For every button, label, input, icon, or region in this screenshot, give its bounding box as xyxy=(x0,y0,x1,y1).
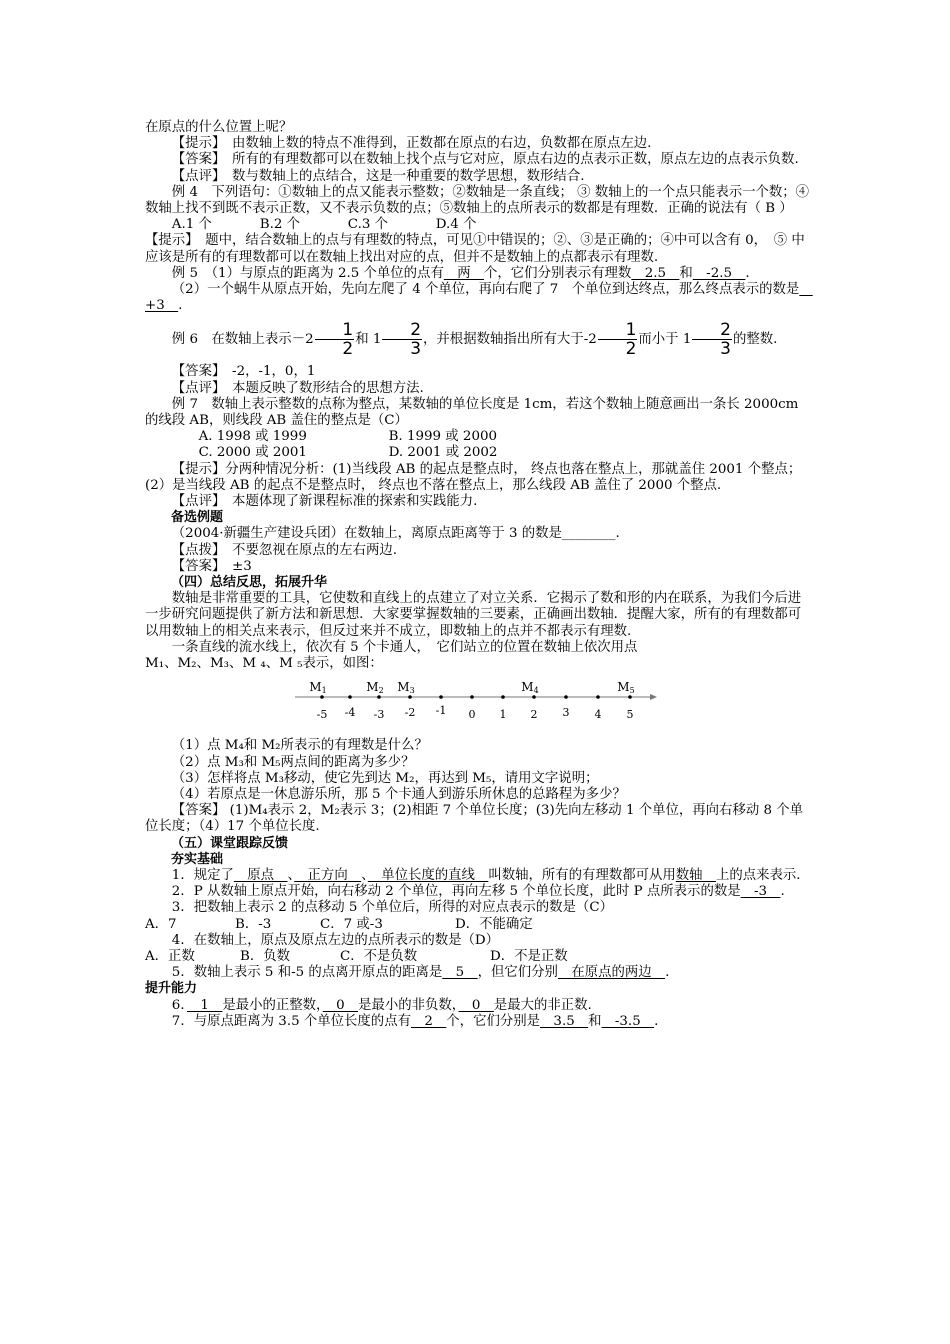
text-segment: 是最小的正整数， xyxy=(222,997,323,1013)
question-3: （3）怎样将点 M₃移动，使它先到达 M₂，再达到 M₅，请用文字说明； xyxy=(171,770,599,786)
point-label: M2 xyxy=(366,680,384,696)
text-segment: 而小于 1 xyxy=(638,332,692,348)
tick-label: 1 xyxy=(499,708,507,722)
extra-example: （2004·新疆生产建设兵团）在数轴上，离原点距离等于 3 的数是________. xyxy=(171,526,620,542)
section-heading: 提升能力 xyxy=(145,981,198,997)
section-heading: （五）课堂跟踪反馈 xyxy=(171,835,289,851)
answer-blank: 0 xyxy=(458,997,494,1013)
option-b: B. 1999 或 2000 xyxy=(388,429,498,445)
fraction-denominator: 2 xyxy=(625,339,637,360)
point-label: M5 xyxy=(617,680,635,696)
text-segment: 6． xyxy=(171,997,188,1013)
answer-blank: 数轴 xyxy=(675,867,716,883)
exercise-1 xyxy=(145,868,810,884)
number-line-point xyxy=(470,695,474,699)
exercise-2 xyxy=(145,884,810,900)
text-segment: 和 xyxy=(679,265,693,281)
fraction-numerator: 2 xyxy=(692,321,732,340)
answer-blank: 0 xyxy=(322,997,359,1013)
tick-label: -5 xyxy=(316,708,328,722)
number-line-point xyxy=(628,695,632,699)
answer-blank: 2 xyxy=(410,1013,447,1029)
answer-blank: -2.5 xyxy=(692,265,746,281)
example-4-options xyxy=(145,217,810,233)
text-segment: 例 5 （1）与原点的距离为 2.5 个单位的点有 xyxy=(171,265,444,281)
hint-paragraph: 【提示】分两种情况分析：(1)当线段 AB 的起点是整点时， 终点也落在整点上，那就盖住 2001 个整点；(2）是当线段 AB 的起点不是整点时， 终点也不落在整点上，那么线段 AB 盖住了 2000 个整点. xyxy=(145,461,802,493)
fraction xyxy=(692,321,732,358)
option-d: D．不是正数 xyxy=(490,948,568,964)
document-body xyxy=(145,120,813,1030)
example-5 xyxy=(145,266,810,282)
fraction-numerator: 1 xyxy=(315,321,355,340)
tick-label: 5 xyxy=(626,708,634,722)
example-7-options xyxy=(145,429,810,445)
answer-blank: 1 xyxy=(187,997,223,1013)
exercise-4-options xyxy=(145,949,810,965)
text-segment: 和 xyxy=(588,1013,602,1029)
answer-blank: 2.5 xyxy=(631,265,680,281)
text-segment: . xyxy=(654,1013,659,1029)
example-4: 例 4 下列语句：①数轴上的点又能表示整数；②数轴是一条直线； ③ 数轴上的一个点只能表示一个数；④数轴上找不到既不表示正数，又不表示负数的点；⑤数轴上的点所表示的数都是有理数．正确的说法有（ B ） xyxy=(145,184,810,217)
text-segment: ，并根据数轴指出所有大于-2 xyxy=(423,332,597,348)
tick-label: -4 xyxy=(344,706,356,720)
option-a: A.1 个 xyxy=(171,217,212,233)
option-d: D. 2001 或 2002 xyxy=(388,445,498,461)
answer-blank: 3.5 xyxy=(540,1013,589,1029)
number-line-point xyxy=(532,695,536,699)
number-line-point xyxy=(596,695,600,699)
option-c: C.3 个 xyxy=(347,217,388,233)
tick-label: 2 xyxy=(530,708,538,722)
number-line-point xyxy=(320,695,324,699)
text-segment: 是最小的非负数， xyxy=(358,997,459,1013)
answer-blank: 在原点的两边 xyxy=(557,965,666,981)
option-c: C. 2000 或 2001 xyxy=(198,445,307,461)
text-segment: （2）一个蜗牛从原点开始，先向左爬了 4 个单位，再向右爬了 7 个单位到达终点，那么终点表示的数是 xyxy=(171,282,800,298)
section-heading: （四）总结反思，拓展升华 xyxy=(171,575,328,591)
option-a: A．正数 xyxy=(145,948,195,964)
text-segment: 上的点来表示. xyxy=(715,867,801,883)
example-7: 例 7 数轴上表示整数的点称为整点，某数轴的单位长度是 1cm，若这个数轴上随意画出一条长 2000cm 的线段 AB，则线段 AB 盖住的整点是（C） xyxy=(145,396,799,429)
number-line-figure xyxy=(145,680,810,732)
exercise-6 xyxy=(145,998,810,1014)
answer-blank: 单位长度的直线 xyxy=(367,867,489,883)
option-d: D.4 个 xyxy=(435,217,477,233)
hint-paragraph: 【提示】 题中，结合数轴上的点与有理数的特点，可见①中错误的；②、③是正确的；④中可以含有 0， ⑤ 中应该是所有的有理数都可以在数轴上找出对应的点，但并不是数轴上的点都表示有理数. xyxy=(145,233,805,265)
answer-paragraph: 【答案】 -2，-1，0，1 xyxy=(171,364,316,380)
number-line-point xyxy=(408,695,412,699)
option-d: D．不能确定 xyxy=(455,916,533,932)
option-b: B．-3 xyxy=(235,916,272,932)
text-segment: 是最大的非正数. xyxy=(493,997,592,1013)
point-label: M1 xyxy=(309,680,327,696)
section-heading: 夯实基础 xyxy=(171,851,224,867)
fraction-numerator: 2 xyxy=(382,321,422,340)
option-b: B.2 个 xyxy=(259,217,301,233)
option-c: C．不是负数 xyxy=(340,948,418,964)
number-line-svg xyxy=(145,680,810,732)
comment-paragraph: 【点评】 本题反映了数形结合的思想方法. xyxy=(171,380,424,396)
text-segment: ，但它们分别 xyxy=(477,965,558,981)
hint-paragraph: 【提示】 由数轴上数的特点不准得到，正数都在原点的右边，负数都在原点左边. xyxy=(171,136,652,152)
option-a: A．7 xyxy=(145,916,177,932)
comment-paragraph: 【点评】 本题体现了新课程标准的探索和实践能力. xyxy=(171,494,478,510)
tick-label: -1 xyxy=(435,704,447,718)
exercise-5 xyxy=(145,965,810,981)
point-label: M3 xyxy=(397,680,415,696)
answer-blank: -3 xyxy=(740,884,781,900)
point-label: M4 xyxy=(521,680,539,696)
number-line-point xyxy=(377,695,381,699)
tick-label: 0 xyxy=(468,708,476,722)
answer-blank: 正方向 xyxy=(294,867,362,883)
example-6 xyxy=(145,320,810,360)
text-line: 在原点的什么位置上呢？ xyxy=(145,120,293,135)
text-segment: 个，它们分别是 xyxy=(446,1013,541,1029)
tick-label: -3 xyxy=(373,708,385,722)
answer-paragraph: 【答案】 ±3 xyxy=(171,558,252,574)
number-line-point xyxy=(439,695,443,699)
number-line-point xyxy=(501,695,505,699)
number-line-point xyxy=(348,695,352,699)
tick-label: 4 xyxy=(594,708,602,722)
text-segment: 7．与原点距离为 3.5 个单位长度的点有 xyxy=(171,1013,411,1029)
option-c: C．7 或-3 xyxy=(320,916,383,932)
exercise-7 xyxy=(145,1014,810,1030)
text-segment: 的整数. xyxy=(732,332,778,348)
fraction xyxy=(598,321,638,358)
text-segment: 1．规定了 xyxy=(171,867,234,883)
question-1: （1）点 M₄和 M₂所表示的有理数是什么？ xyxy=(171,738,428,754)
tick-label: 3 xyxy=(562,706,570,720)
fraction-denominator: 3 xyxy=(410,339,422,360)
answer-blank: 5 xyxy=(442,965,478,981)
summary-paragraph: 数轴是非常重要的工具，它使数和直线上的点建立了对立关系．它揭示了数和形的内在联系，为我们今后进一步研究问题提供了新方法和新思想．大家要掌握数轴的三要素，正确画出数轴．提醒大家，所有的有理数都可以用数轴上的相关点来表示，但反过来并不成立，即数轴上的点并不都表示有理数. xyxy=(145,591,802,639)
text-segment: 个，它们分别表示有理数 xyxy=(484,265,632,281)
fraction-denominator: 2 xyxy=(342,339,354,360)
text-segment: 例 6 在数轴上表示－2 xyxy=(171,332,314,348)
text-segment: . xyxy=(745,265,750,281)
example-7-options xyxy=(145,445,810,461)
comment-paragraph: 【点评】 数与数轴上的点结合，这是一种重要的数学思想，数形结合. xyxy=(171,168,585,184)
fraction-numerator: 1 xyxy=(598,321,638,340)
text-segment: . xyxy=(780,884,785,900)
text-segment: 、 xyxy=(287,867,295,883)
option-b: B．负数 xyxy=(240,948,291,964)
tip-paragraph: 【点拨】 不要忽视在原点的左右两边. xyxy=(171,542,397,558)
exercise-4: 4．在数轴上，原点及原点左边的点所表示的数是（D） xyxy=(171,932,500,948)
text-segment: 和 1 xyxy=(355,332,382,348)
text-segment: . xyxy=(178,298,183,314)
problem-paragraph: M₁、M₂、M₃、M ₄、M ₅表示，如图： xyxy=(145,656,383,672)
text-segment: . xyxy=(665,965,670,981)
answer-blank: -3.5 xyxy=(601,1013,655,1029)
section-heading: 备选例题 xyxy=(171,510,224,526)
answer-blank: 原点 xyxy=(233,867,288,883)
example-5-part-2 xyxy=(145,282,813,314)
answer-blank: +3 xyxy=(145,282,813,314)
answer-blank: 两 xyxy=(443,265,485,281)
question-4: （4）若原点是一休息游乐所，那 5 个卡通人到游乐所休息的总路程为多少？ xyxy=(171,786,626,802)
answer-paragraph: 【答案】 所有的有理数都可以在数轴上找个点与它对应，原点右边的点表示正数，原点左边的点表示负数. xyxy=(171,152,799,168)
arrow-head-icon xyxy=(650,694,657,700)
problem-paragraph: 一条直线的流水线上，依次有 5 个卡通人， 它们站立的位置在数轴上依次用点 xyxy=(171,639,638,655)
number-line-point xyxy=(564,695,568,699)
option-a: A. 1998 或 1999 xyxy=(198,429,307,445)
text-segment: 、 xyxy=(361,867,368,883)
exercise-3: 3．把数轴上表示 2 的点移动 5 个单位后，所得的对应点表示的数是（C） xyxy=(171,900,613,916)
answer-paragraph: 【答案】 (1)M₄表示 2，M₂表示 3；(2)相距 7 个单位长度；(3)先向左移动 1 个单位，再向右移动 8 个单位长度；（4）17 个单位长度. xyxy=(145,803,804,835)
text-segment: 2．P 从数轴上原点开始，向右移动 2 个单位，再向左移 5 个单位长度，此时 P 点所表示的数是 xyxy=(171,884,741,900)
fraction xyxy=(315,321,355,358)
tick-label: -2 xyxy=(404,706,416,720)
exercise-3-options xyxy=(145,917,810,933)
fraction-denominator: 3 xyxy=(720,339,731,360)
text-segment: 5．数轴上表示 5 和-5 的点离开原点的距离是 xyxy=(171,965,443,981)
fraction xyxy=(382,321,422,358)
question-2: （2）点 M₃和 M₅两点间的距离为多少？ xyxy=(171,754,415,770)
text-segment: 叫数轴，所有的有理数都可从用 xyxy=(488,867,676,883)
